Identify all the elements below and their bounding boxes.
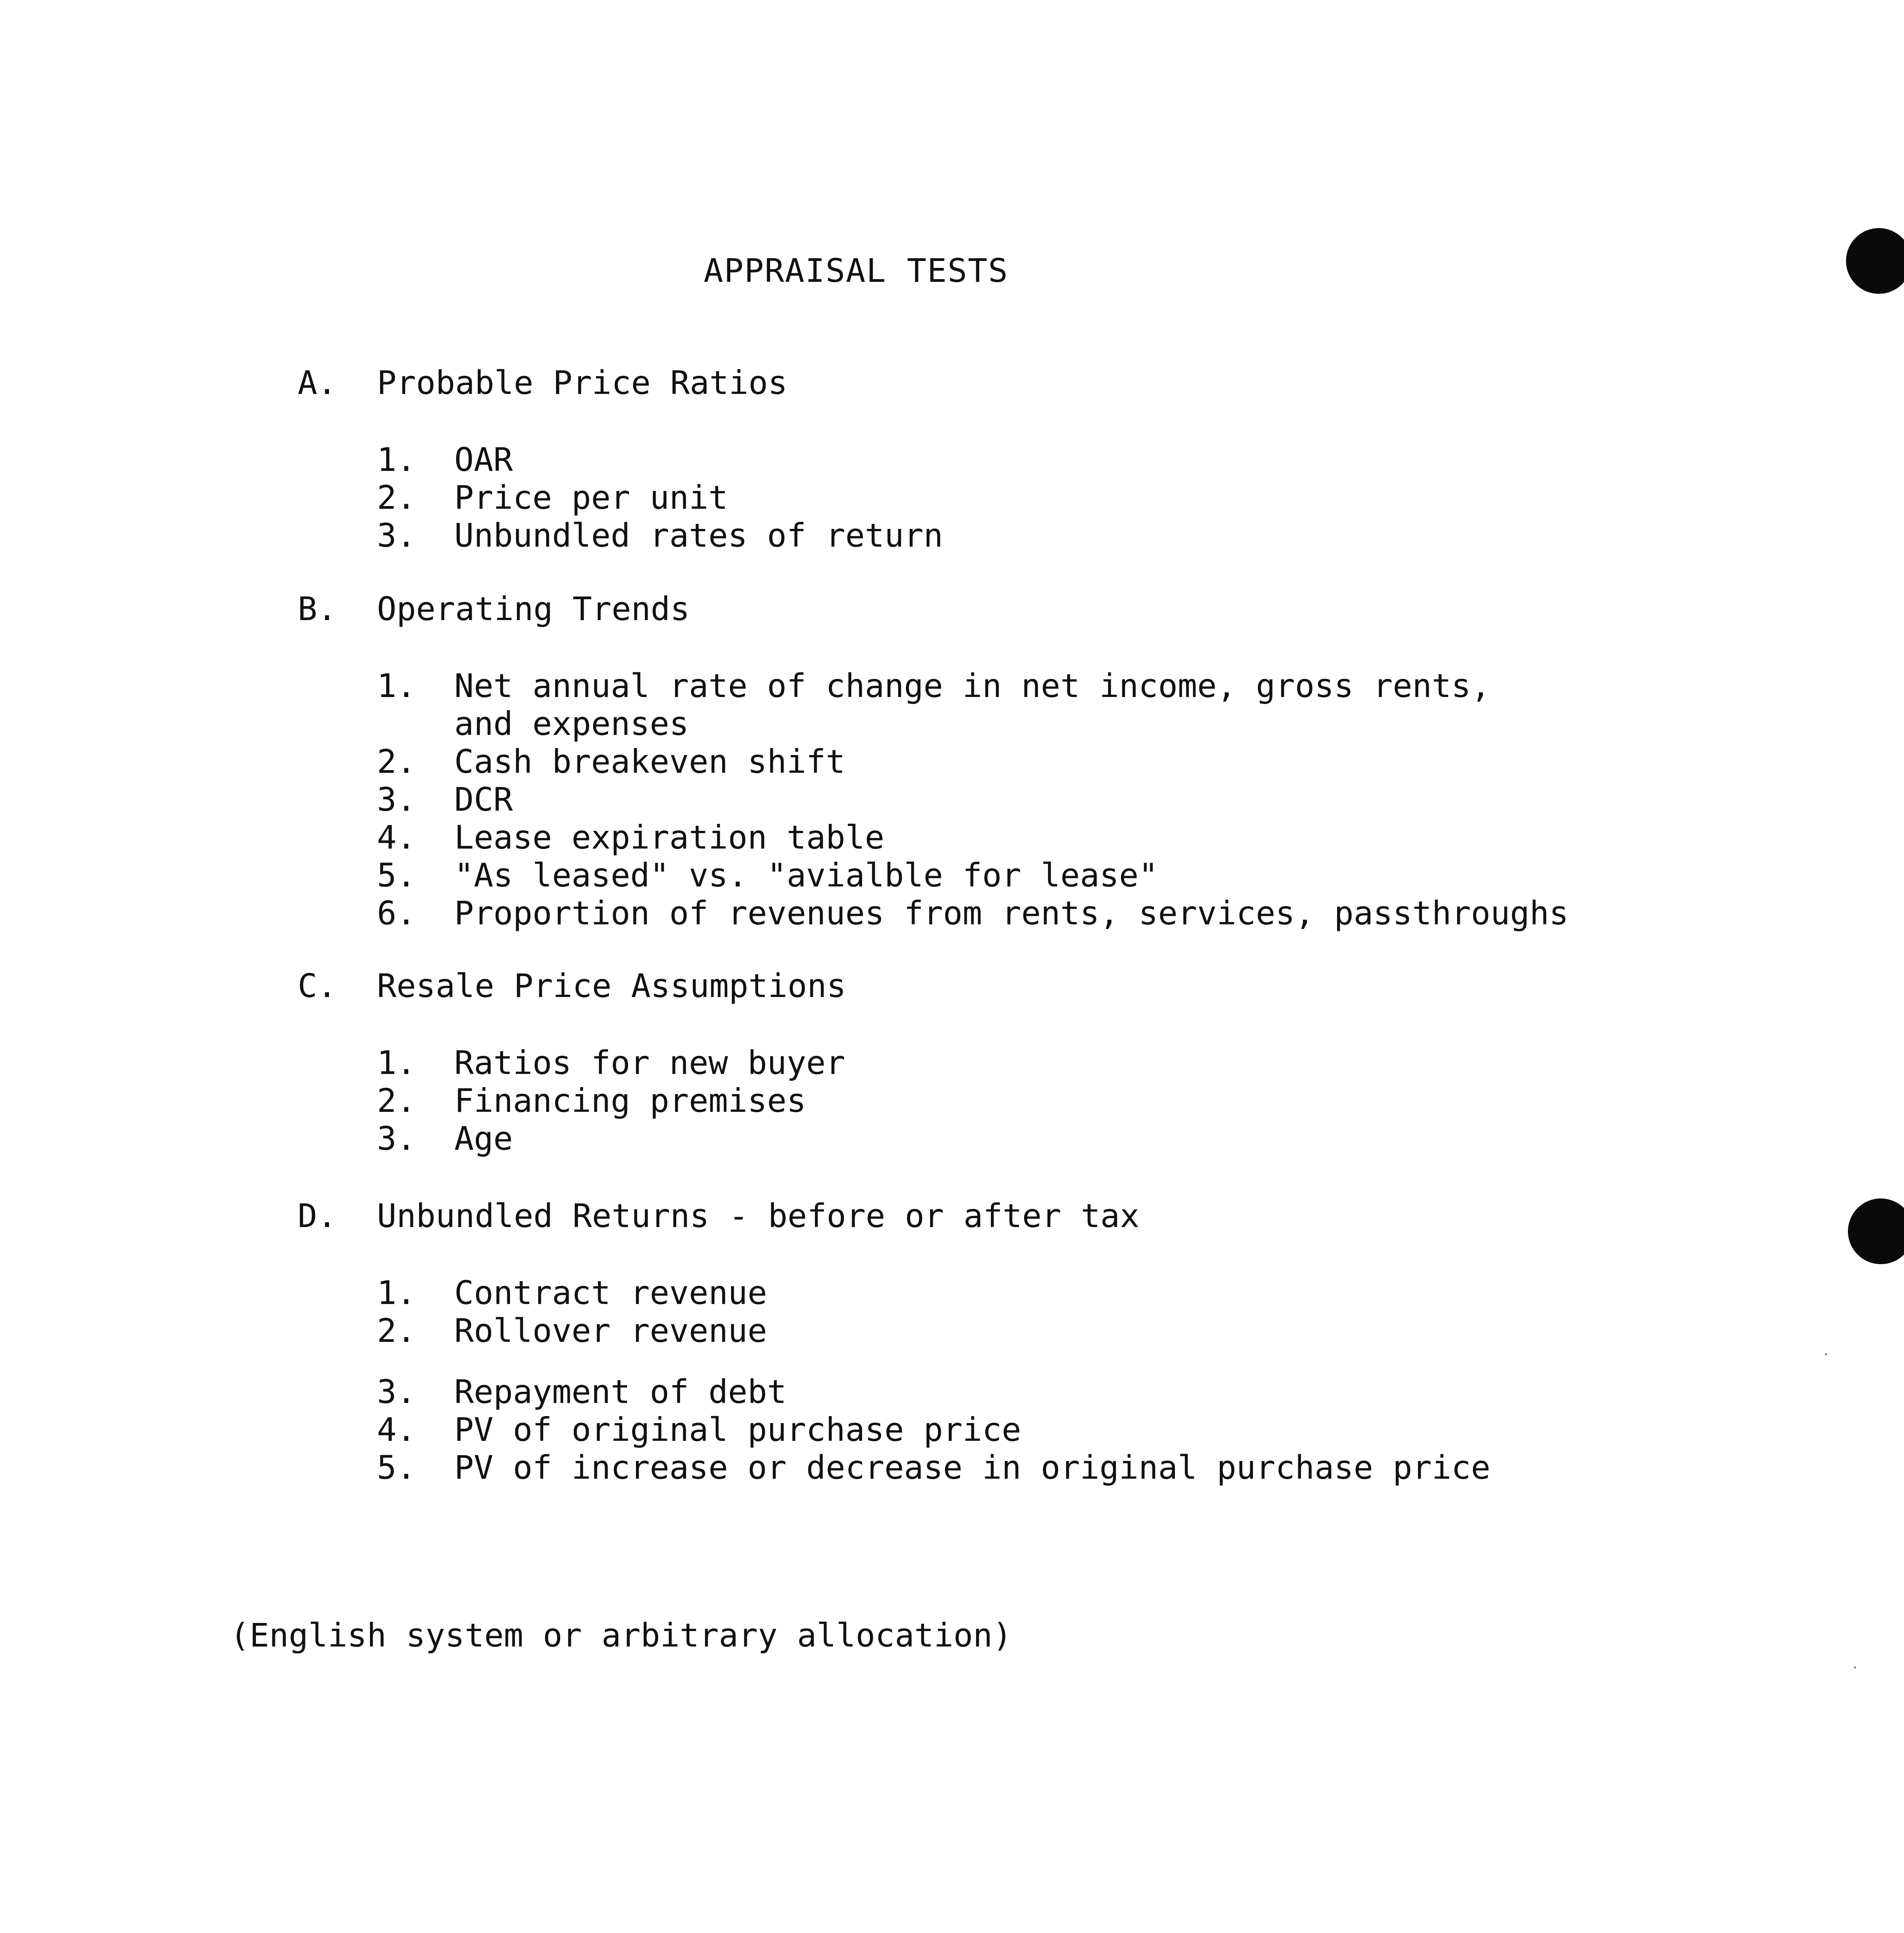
list-item — [377, 479, 1805, 516]
section-heading — [298, 966, 1805, 1005]
item-number: 1. — [377, 667, 416, 705]
section-d — [298, 1197, 1805, 1486]
item-number: 5. — [377, 856, 416, 894]
item-gap — [377, 1350, 1805, 1373]
item-list — [298, 1044, 1805, 1157]
section-letter: B. — [298, 590, 337, 628]
item-number: 1. — [377, 441, 416, 479]
item-number: 2. — [377, 1312, 416, 1350]
item-text: Proportion of revenues from rents, services, passthroughs — [454, 894, 1569, 932]
item-text: Rollover revenue — [454, 1312, 767, 1350]
list-item — [377, 743, 1805, 781]
item-text: Cash breakeven shift — [454, 743, 845, 781]
section-a — [298, 363, 1805, 554]
list-item — [377, 1411, 1805, 1449]
list-item — [377, 818, 1805, 856]
list-item — [377, 781, 1805, 818]
item-text: "As leased" vs. "avialble for lease" — [454, 856, 1158, 894]
item-number: 3. — [377, 1373, 416, 1411]
section-letter: D. — [298, 1197, 337, 1235]
list-item — [377, 1044, 1805, 1082]
item-list — [298, 1274, 1805, 1486]
item-number: 6. — [377, 894, 416, 932]
item-text: OAR — [454, 441, 513, 479]
item-number: 4. — [377, 818, 416, 856]
list-item — [377, 441, 1805, 479]
item-number: 2. — [377, 743, 416, 781]
list-item — [377, 1312, 1805, 1350]
section-letter: C. — [298, 967, 337, 1005]
item-number: 3. — [377, 516, 416, 554]
paper-speck — [1854, 1666, 1856, 1669]
list-item — [377, 1274, 1805, 1312]
section-letter: A. — [298, 364, 337, 402]
item-text: Unbundled rates of return — [454, 516, 943, 554]
list-item — [377, 894, 1805, 932]
item-number: 3. — [377, 781, 416, 818]
section-c — [298, 966, 1805, 1157]
item-text: Contract revenue — [454, 1274, 767, 1312]
item-text: PV of increase or decrease in original purchase price — [454, 1449, 1491, 1486]
item-text: Repayment of debt — [454, 1373, 787, 1411]
item-text: Financing premises — [454, 1082, 806, 1120]
item-number: 5. — [377, 1449, 416, 1486]
item-number: 4. — [377, 1411, 416, 1449]
section-title: Probable Price Ratios — [377, 364, 788, 402]
list-item — [377, 856, 1805, 894]
punch-hole-middle — [1848, 1198, 1904, 1264]
item-text: Ratios for new buyer — [454, 1044, 845, 1082]
page-title: APPRAISAL TESTS — [704, 252, 1009, 290]
item-number: 1. — [377, 1274, 416, 1312]
item-number: 3. — [377, 1120, 416, 1157]
paper-speck — [1825, 1353, 1827, 1355]
item-number: 2. — [377, 479, 416, 516]
section-title: Resale Price Assumptions — [377, 967, 846, 1005]
item-text: Lease expiration table — [454, 818, 885, 856]
item-text: Net annual rate of change in net income, gross rents, and expenses — [454, 667, 1491, 743]
section-title: Operating Trends — [377, 590, 690, 628]
item-number: 2. — [377, 1082, 416, 1120]
section-heading — [298, 590, 1805, 628]
section-title: Unbundled Returns - before or after tax — [377, 1197, 1140, 1235]
item-number: 1. — [377, 1044, 416, 1082]
list-item — [377, 1082, 1805, 1120]
item-text: Price per unit — [454, 479, 728, 516]
list-item — [377, 1120, 1805, 1157]
list-item — [377, 667, 1805, 743]
section-heading — [298, 1197, 1805, 1235]
item-text: PV of original purchase price — [454, 1411, 1021, 1449]
section-heading — [298, 363, 1805, 402]
section-b — [298, 590, 1805, 932]
list-item — [377, 1373, 1805, 1411]
punch-hole-top — [1846, 228, 1904, 294]
item-list — [298, 667, 1805, 932]
item-text: DCR — [454, 781, 513, 818]
footnote: (English system or arbitrary allocation) — [230, 1616, 1012, 1654]
list-item — [377, 1449, 1805, 1486]
item-text: Age — [454, 1120, 513, 1157]
list-item — [377, 516, 1805, 554]
item-list — [298, 441, 1805, 554]
